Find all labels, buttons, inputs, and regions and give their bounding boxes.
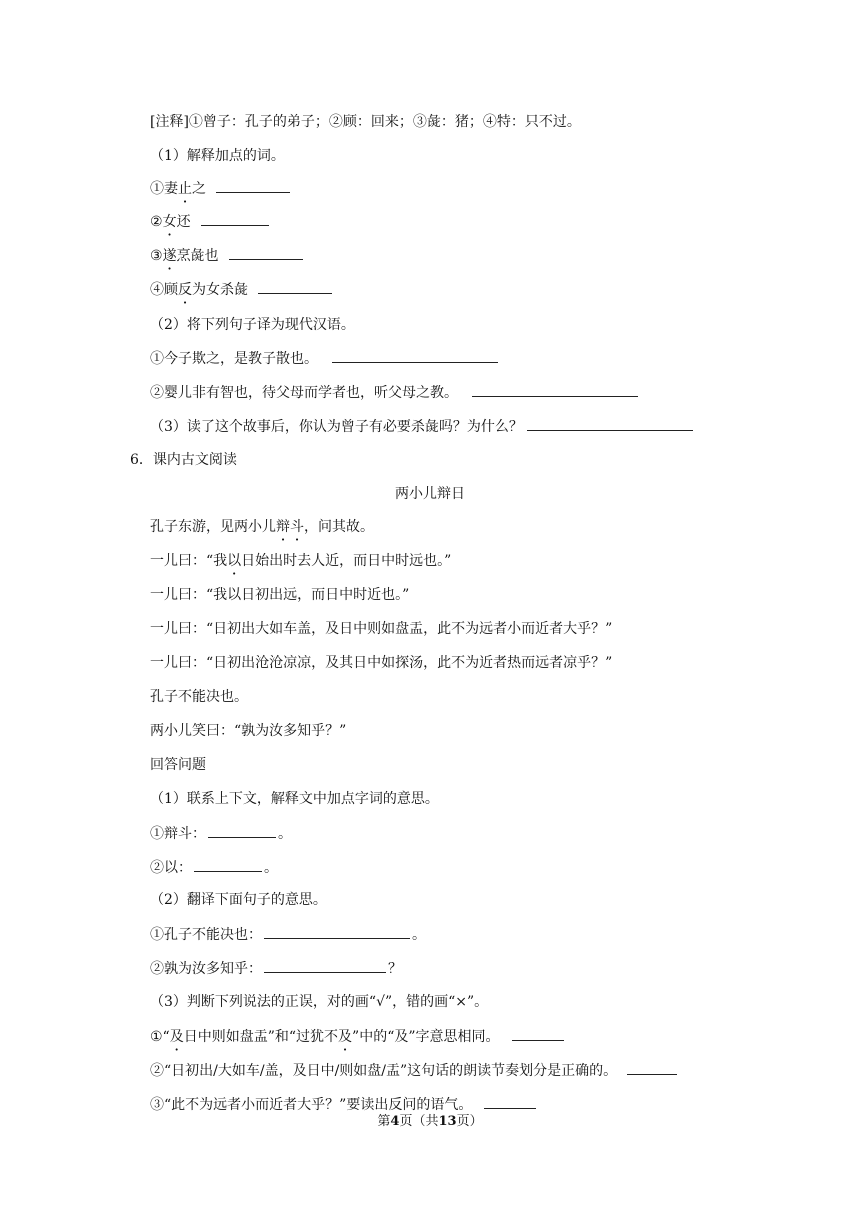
dotted-char: 遂 [162,248,177,264]
passage-line-7: 两小儿笑曰：“孰为汝多知乎？” [150,723,347,739]
q6-part3-title: （3）判断下列说法的正误，对的画“√”，错的画“×”。 [150,994,489,1010]
answer-questions-label: 回答问题 [150,757,206,773]
q6-part2-b: ②孰为汝多知乎： ？ [150,958,402,979]
answer-blank[interactable] [258,279,332,294]
answer-blank[interactable] [512,1026,564,1041]
q5-item-2: ②女还 [150,211,273,232]
q5-sentence-1: ①今子欺之，是教子散也。 [150,348,502,369]
dotted-char: 及 [169,1029,184,1045]
dotted-char: 以 [227,553,242,569]
q5-part3: （3）读了这个故事后，你认为曾子有必要杀彘吗？为什么？ [150,416,697,437]
dotted-char: 辩 [276,519,290,535]
answer-blank[interactable] [332,348,498,363]
q6-judge-1: ①“及日中则如盘盂”和“过犹不及”中的“及”字意思相同。 [150,1026,568,1047]
page-number: 4 [390,1114,400,1129]
passage-line-6: 孔子不能决也。 [150,689,248,705]
answer-blank[interactable] [527,416,693,431]
q5-item-3: ③遂烹彘也 [150,245,307,266]
q6-part2-title: （2）翻译下面句子的意思。 [150,892,327,908]
answer-blank[interactable] [216,178,290,193]
dotted-char: 止 [178,181,192,197]
dotted-char: 女 [162,214,177,230]
answer-blank[interactable] [264,958,386,973]
dotted-char: 斗 [290,519,304,535]
q6-part1-title: （1）联系上下文，解释文中加点字词的意思。 [150,791,439,807]
answer-blank[interactable] [229,245,303,260]
q6-part1-a: ①辩斗： 。 [150,823,292,844]
answer-blank[interactable] [194,857,262,872]
passage-line-2: 一儿曰：“我以日始出时去人近，而日中时远也。” [150,553,452,569]
passage-line-4: 一儿曰：“日初出大如车盖，及日中则如盘盂，此不为远者小而近者大乎？” [150,621,613,637]
answer-blank[interactable] [208,823,276,838]
answer-blank[interactable] [472,382,638,397]
page-total: 13 [438,1114,457,1129]
answer-blank[interactable] [627,1060,677,1075]
q5-item-1: ①妻止之 [150,178,294,199]
q6-heading: 6．课内古文阅读 [130,452,237,468]
q5-item-4: ④顾反为女杀彘 [150,279,336,300]
answer-blank[interactable] [484,1094,536,1109]
page-footer: 第4页（共13页） [377,1114,483,1129]
q5-sentence-2: ②婴儿非有智也，待父母而学者也，听父母之教。 [150,382,642,403]
answer-blank[interactable] [201,211,269,226]
passage-line-1: 孔子东游，见两小儿辩斗，问其故。 [150,519,374,535]
q5-part1-title: （1）解释加点的词。 [150,148,285,164]
dotted-char: 及 [338,1029,353,1045]
answer-blank[interactable] [264,924,410,939]
q6-judge-2: ②“日初出/大如车/盖，及日中/则如盘/盂”这句话的朗读节奏划分是正确的。 [150,1060,681,1081]
passage-line-5: 一儿曰：“日初出沧沧凉凉，及其日中如探汤，此不为近者热而远者凉乎？” [150,655,613,671]
passage-line-3: 一儿曰：“我以日初出远，而日中时近也。” [150,587,410,603]
passage-title: 两小儿辩日 [395,486,465,502]
q6-part2-a: ①孔子不能决也： 。 [150,924,426,945]
dotted-char: 反 [178,282,192,298]
annotation-note: [注释]①曾子：孔子的弟子；②顾：回来；③彘：猪；④特：只不过。 [150,114,581,130]
q5-part2-title: （2）将下列句子译为现代汉语。 [150,317,355,333]
q6-judge-3: ③“此不为远者小而近者大乎？”要读出反问的语气。 [150,1094,540,1115]
q6-part1-b: ②以： 。 [150,857,278,878]
